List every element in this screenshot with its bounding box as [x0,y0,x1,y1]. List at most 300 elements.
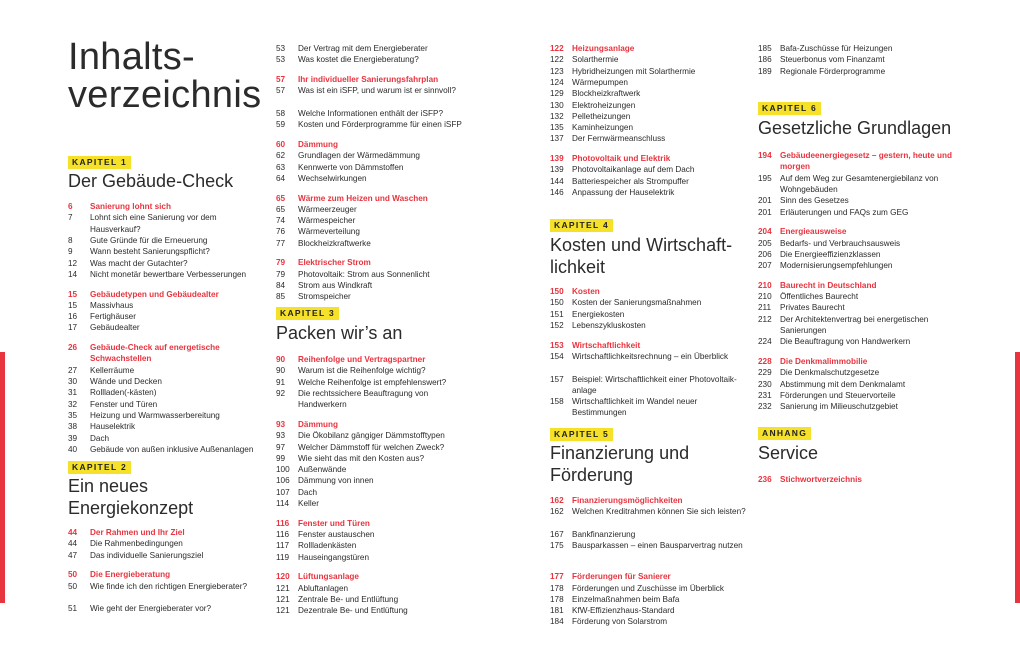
entry-title: Heizungsanlage [572,44,635,53]
page-number: 93 [276,419,286,429]
page-number: 146 [550,188,564,197]
page-number: 162 [550,496,564,505]
entry-title: Dach [298,487,318,497]
chapter-2-badge: KAPITEL 2 [68,461,131,474]
toc-entry [276,487,476,498]
entry-title: Erläuterungen und FAQs zum GEG [780,207,909,217]
entry-title: Ihr individueller Sanierungsfahrplan [298,75,439,84]
page-number: 14 [68,269,78,279]
page-number: 158 [550,397,564,407]
page-number: 114 [276,499,290,508]
toc-section-heading [758,280,954,291]
toc-entry [758,314,954,337]
page-number: 65 [276,204,286,214]
page-number: 15 [68,289,78,299]
page-number: 195 [758,173,772,183]
page-number: 57 [276,86,286,96]
entry-title: Dämmung von innen [298,476,374,486]
entry-title: Bedarfs- und Verbrauchsausweis [780,238,901,248]
page-number: 132 [550,111,564,121]
toc-section-heading [276,139,476,150]
toc-section-heading [68,289,266,300]
toc-entry [550,540,748,551]
page-number: 92 [276,388,286,398]
entry-title: Außenwände [298,465,347,475]
toc-entry [276,291,476,302]
entry-title: Wie geht der Energieberater vor? [90,604,212,614]
entry-title: Der Architektenvertrag bei energetischen Sanierungen [780,314,929,335]
toc-entry [68,538,266,549]
entry-title: Nicht monetär bewertbare Verbesserungen [90,269,247,279]
entry-title: Finanzierungsmöglichkeiten [572,496,683,505]
appendix-badge: ANHANG [758,427,811,440]
entry-title: Sanierung im Milieuschutzgebiet [780,402,898,412]
entry-title: Dämmung [298,419,339,429]
entry-title: Elektrischer Strom [298,258,371,268]
toc-entry [276,238,476,249]
toc-section-heading [276,571,476,582]
toc-entry [68,387,266,398]
toc-section-heading [550,340,740,351]
toc-entry [68,212,266,235]
page-number: 162 [550,507,564,517]
page-number: 27 [68,365,78,375]
entry-title: KfW-Effizienzhaus-Standard [572,606,675,616]
toc-section-heading [68,201,266,212]
toc-entry [68,421,266,432]
toc-entry [758,195,954,206]
page-number: 189 [758,66,772,76]
page-number: 212 [758,314,772,324]
toc-entry [68,376,266,387]
page-number: 201 [758,196,772,206]
page-number: 79 [276,258,286,268]
page-number: 211 [758,303,772,313]
page-number: 31 [68,388,78,398]
chapter-1-title-line: Der Gebäude-Check [68,171,234,191]
page-number: 150 [550,298,564,308]
toc-section-heading [68,527,266,538]
page-number: 139 [550,154,564,164]
entry-title: Die Ökobilanz gängiger Dämmstofftypen [298,431,445,441]
toc-section-heading [276,419,476,430]
toc-entry [68,581,266,592]
page-number: 107 [276,487,290,497]
page-number: 40 [68,444,78,454]
toc-section-heading [550,153,748,164]
page-number: 8 [68,235,73,245]
page-number: 157 [550,374,564,384]
toc-entry [276,269,476,280]
toc-entry [758,336,954,347]
chapter-5-title [550,442,689,486]
entry-title: Hauselektrik [90,422,136,432]
entry-title: Warum ist die Reihenfolge wichtig? [298,366,426,376]
entry-title: Wirtschaftlichkeit im Wandel neuer Bestimmungen [572,397,698,418]
page-number: 231 [758,390,772,400]
toc-entry [276,498,476,509]
toc-section-heading [758,356,954,367]
toc-section-heading [68,342,266,365]
toc-entry [68,322,266,333]
toc-entry [758,66,954,77]
toc-entry [758,54,954,65]
toc-entry [758,173,954,196]
page-number: 64 [276,173,286,183]
entry-title: Bafa-Zuschüsse für Heizungen [780,44,893,53]
page-number: 135 [550,123,564,133]
entry-title: Die Beauftragung von Handwerkern [780,337,911,347]
toc-entry [758,249,954,260]
toc-entry [276,85,476,96]
entry-title: Baurecht in Deutschland [780,280,877,290]
page-number: 53 [276,55,286,65]
page-number: 9 [68,247,73,257]
entry-title: Öffentliches Baurecht [780,292,859,302]
entry-title: Blockheizkraftwerke [298,238,371,248]
chapter-5-badge: KAPITEL 5 [550,428,613,441]
toc-entry [550,100,748,111]
page-number: 153 [550,340,564,350]
entry-title: Modernisierungsempfehlungen [780,261,893,271]
toc-section-heading [276,257,476,268]
entry-title: Dach [90,433,110,443]
page-number: 122 [550,55,564,65]
toc-entry [550,351,740,362]
entry-title: Stromspeicher [298,292,351,302]
entry-title: Wechselwirkungen [298,173,367,183]
entry-title: Was macht der Gutachter? [90,258,188,268]
right-edge-marker [1015,352,1020,603]
toc-entry [276,215,476,226]
entry-title: Wirtschaftlichkeitsrechnung – ein Überblick [572,351,729,361]
entry-title: Der Fernwärmeanschluss [572,134,666,144]
entry-title: Wann besteht Sanierungspflicht? [90,247,210,257]
entry-title: Die Denkmalimmobilie [780,357,868,366]
chapter-5-title-line-2: Förderung [550,465,634,485]
entry-title: Der Rahmen und Ihr Ziel [90,528,185,537]
entry-title: Kennwerte von Dämmstoffen [298,162,404,172]
entry-title: Förderungen für Sanierer [572,572,671,582]
entry-title: Energiekosten [572,309,625,319]
entry-title: Abstimmung mit dem Denkmalamt [780,379,906,389]
chapter-4-title-line-2: lichkeit [550,257,606,277]
toc-entry [550,54,748,65]
entry-title: Rollladen(-kästen) [90,388,157,398]
toc-entry [550,66,748,77]
entry-title: Dämmung [298,139,339,149]
entry-title: Welche Informationen enthält der iSFP? [298,108,444,118]
toc-entry [276,162,476,173]
entry-title: Rollladenkästen [298,541,357,551]
toc-entry [758,302,954,313]
toc-entry [550,111,748,122]
entry-title: Die rechtssichere Beauftragung von Handwerkern [298,388,429,410]
page-number: 121 [276,583,290,593]
page-number: 124 [550,77,564,87]
page-number: 99 [276,453,286,463]
toc-entry [550,396,740,419]
page-number: 152 [550,320,564,330]
page-number: 120 [276,572,290,582]
toc-section-heading [276,193,476,204]
entry-title: Photovoltaik: Strom aus Sonnenlicht [298,269,430,279]
page-number: 236 [758,475,772,484]
toc-entry [276,464,476,475]
page-number: 47 [68,550,78,560]
page-number: 201 [758,207,772,217]
toc-entry [276,605,476,616]
entry-title: Förderung von Solarstrom [572,617,668,627]
toc-entry [550,506,748,517]
entry-title: Wärmepumpen [572,77,628,87]
toc-entry [276,552,476,563]
entry-title: Photovoltaikanlage auf dem Dach [572,165,695,175]
toc-section-heading [276,518,476,529]
toc-entry [276,204,476,215]
entry-title: Massivhaus [90,300,134,310]
toc-entry [68,603,266,614]
entry-title: Grundlagen der Wärmedämmung [298,151,420,161]
entry-title: Fenster und Türen [90,399,158,409]
chapter-1-title [68,170,233,192]
page-number: 129 [550,89,564,99]
entry-title: Das individuelle Sanierungsziel [90,550,204,560]
entry-title: Auf dem Weg zur Gesamtenergiebilanz von Wohngebäuden [780,173,939,194]
toc-entry [550,133,748,144]
entry-title: Was ist ein iSFP, und warum ist er sinnvoll? [298,86,456,96]
entry-title: Wärmespeicher [298,216,356,226]
entry-title: Reihenfolge und Vertragspartner [298,355,426,364]
toc-entry [68,365,266,376]
page-number: 175 [550,541,564,551]
toc-section-heading [550,286,740,297]
page-number: 58 [276,108,286,118]
page-number: 178 [550,583,564,593]
entry-title: Bankfinanzierung [572,529,636,539]
chapter-2-title-line-2: Energiekonzept [68,498,194,518]
toc-entry [550,374,740,397]
page-number: 50 [68,581,78,591]
entry-title: Was kostet die Energieberatung? [298,55,419,65]
toc-section-heading [276,354,476,365]
entry-title: Welchen Kreditrahmen können Sie sich leisten? [572,507,746,517]
toc-entry [550,297,740,308]
toc-entry [758,291,954,302]
toc-entry [276,453,476,464]
toc-entry [550,122,748,133]
page-number: 123 [550,66,564,76]
entry-title: Sinn des Gesetzes [780,196,849,206]
toc-entry [550,594,748,605]
toc-entry [276,108,476,119]
page-number: 177 [550,572,564,582]
page-number: 122 [550,44,564,53]
page-title-line-2: verzeichnis [68,74,262,116]
entry-title: Wärmeverteilung [298,227,360,237]
page-number: 130 [550,100,564,110]
toc-entry [276,529,476,540]
page-number: 150 [550,287,564,296]
toc-entry [758,379,954,390]
toc-entry [758,207,954,218]
page-number: 106 [276,476,290,486]
entry-title: Beispiel: Wirtschaftlichkeit einer Photovoltaik-anlage [572,374,737,395]
toc-entry [550,164,748,175]
toc-entry [758,238,954,249]
toc-entry [276,594,476,605]
page-number: 207 [758,261,772,271]
page-number: 144 [550,176,564,186]
entry-title: Gebäudetypen und Gebäudealter [90,289,219,299]
page-number: 186 [758,55,772,65]
appendix-title [758,442,818,464]
toc-entry [550,187,748,198]
page-number: 167 [550,529,564,539]
appendix-title-line: Service [758,443,819,463]
entry-title: Regionale Förderprogramme [780,66,886,76]
page-number: 206 [758,249,772,259]
chapter-6-title-line: Gesetzliche Grundlagen [758,118,952,138]
chapter-6-title [758,117,951,139]
page-number: 50 [68,570,78,580]
page-number: 139 [550,165,564,175]
entry-title: Abluftanlagen [298,583,349,593]
toc-entry [68,399,266,410]
page-title-line-1: Inhalts- [68,36,196,78]
entry-title: Fenster austauschen [298,530,375,539]
entry-title: Welcher Dämmstoff für welchen Zweck? [298,442,445,452]
toc-section-heading [550,495,748,506]
entry-title: Hybridheizungen mit Solarthermie [572,66,696,76]
page-number: 51 [68,604,78,614]
toc-entry [68,246,266,257]
entry-title: Wärme zum Heizen und Waschen [298,193,428,203]
entry-title: Einzelmaßnahmen beim Bafa [572,594,680,604]
entry-title: Wie sieht das mit den Kosten aus? [298,453,425,463]
entry-title: Batteriespeicher als Strompuffer [572,176,689,186]
page-number: 205 [758,238,772,248]
chapter-2-title [68,475,193,519]
chapter-3-title-line: Packen wir’s an [276,323,403,343]
page-number: 38 [68,422,78,432]
toc-entry [276,442,476,453]
toc-entry [276,540,476,551]
page-number: 210 [758,280,772,290]
entry-title: Lüftungsanlage [298,572,359,582]
toc-entry [758,260,954,271]
toc-entry [550,616,748,627]
toc-entry [68,444,266,455]
entry-title: Lebenszykluskosten [572,320,646,330]
page-number: 116 [276,530,290,539]
toc-entry [276,226,476,237]
page-number: 100 [276,465,290,475]
entry-title: Solarthermie [572,55,619,65]
entry-title: Die Energieberatung [90,570,171,580]
toc-entry [276,388,476,411]
page-number: 15 [68,300,78,310]
page-number: 121 [276,606,290,616]
entry-title: Gute Gründe für die Erneuerung [90,235,208,245]
toc-entry [68,433,266,444]
toc-entry [550,176,748,187]
entry-title: Gebäude von außen inklusive Außenanlagen [90,444,254,454]
page-number: 204 [758,227,772,237]
chapter-3-title [276,322,402,344]
page-number: 121 [276,594,290,604]
entry-title: Die Rahmenbedingungen [90,539,183,549]
toc-entry [550,605,748,616]
chapter-4-badge: KAPITEL 4 [550,219,613,232]
toc-entry [276,430,476,441]
page-number: 62 [276,151,286,161]
page-number: 154 [550,351,564,361]
page-number: 185 [758,44,772,53]
page-number: 65 [276,193,286,203]
chapter-1-badge: KAPITEL 1 [68,156,131,169]
entry-title: Die Denkmalschutzgesetze [780,368,880,378]
toc-entry [758,43,954,54]
toc-entry [68,235,266,246]
page-number: 35 [68,410,78,420]
entry-title: Fertighäuser [90,312,136,322]
entry-title: Gebäude-Check auf energetische Schwachstellen [90,343,220,364]
entry-title: Wände und Decken [90,377,162,386]
toc-entry [758,390,954,401]
chapter-4-title [550,234,732,278]
chapter-2-title-line-1: Ein neues [68,476,149,496]
entry-title: Hauseingangstüren [298,552,370,562]
page-number: 79 [276,269,286,279]
entry-title: Kosten der Sanierungsmaßnahmen [572,298,702,308]
page-number: 59 [276,120,286,130]
page-number: 77 [276,238,286,248]
page-title [68,38,261,114]
entry-title: Lohnt sich eine Sanierung vor dem Hausverkauf? [90,213,217,234]
entry-title: Blockheizkraftwerk [572,89,641,99]
entry-title: Heizung und Warmwasserbereitung [90,410,220,420]
toc-entry [550,320,740,331]
entry-title: Keller [298,499,319,508]
page-number: 93 [276,431,286,441]
page-number: 44 [68,528,78,537]
page-number: 57 [276,75,286,84]
page-number: 16 [68,312,78,322]
entry-title: Wie finde ich den richtigen Energieberater? [90,581,248,591]
toc-entry [68,269,266,280]
page-number: 85 [276,292,286,302]
entry-title: Dezentrale Be- und Entlüftung [298,606,408,616]
toc-entry [68,311,266,322]
page-number: 181 [550,606,564,616]
page-number: 32 [68,399,78,409]
toc-entry [276,583,476,594]
entry-title: Wirtschaftlichkeit [572,340,641,350]
toc-entry [550,77,748,88]
chapter-3-badge: KAPITEL 3 [276,307,339,320]
toc-entry [550,583,748,594]
entry-title: Strom aus Windkraft [298,281,373,290]
page-number: 184 [550,617,564,627]
page-number: 151 [550,309,564,319]
page-number: 178 [550,594,564,604]
toc-entry [550,309,740,320]
toc-entry [68,300,266,311]
entry-title: Elektroheizungen [572,100,636,110]
page-number: 119 [276,552,290,562]
entry-title: Bausparkassen – einen Bausparvertrag nutzen [572,541,743,551]
